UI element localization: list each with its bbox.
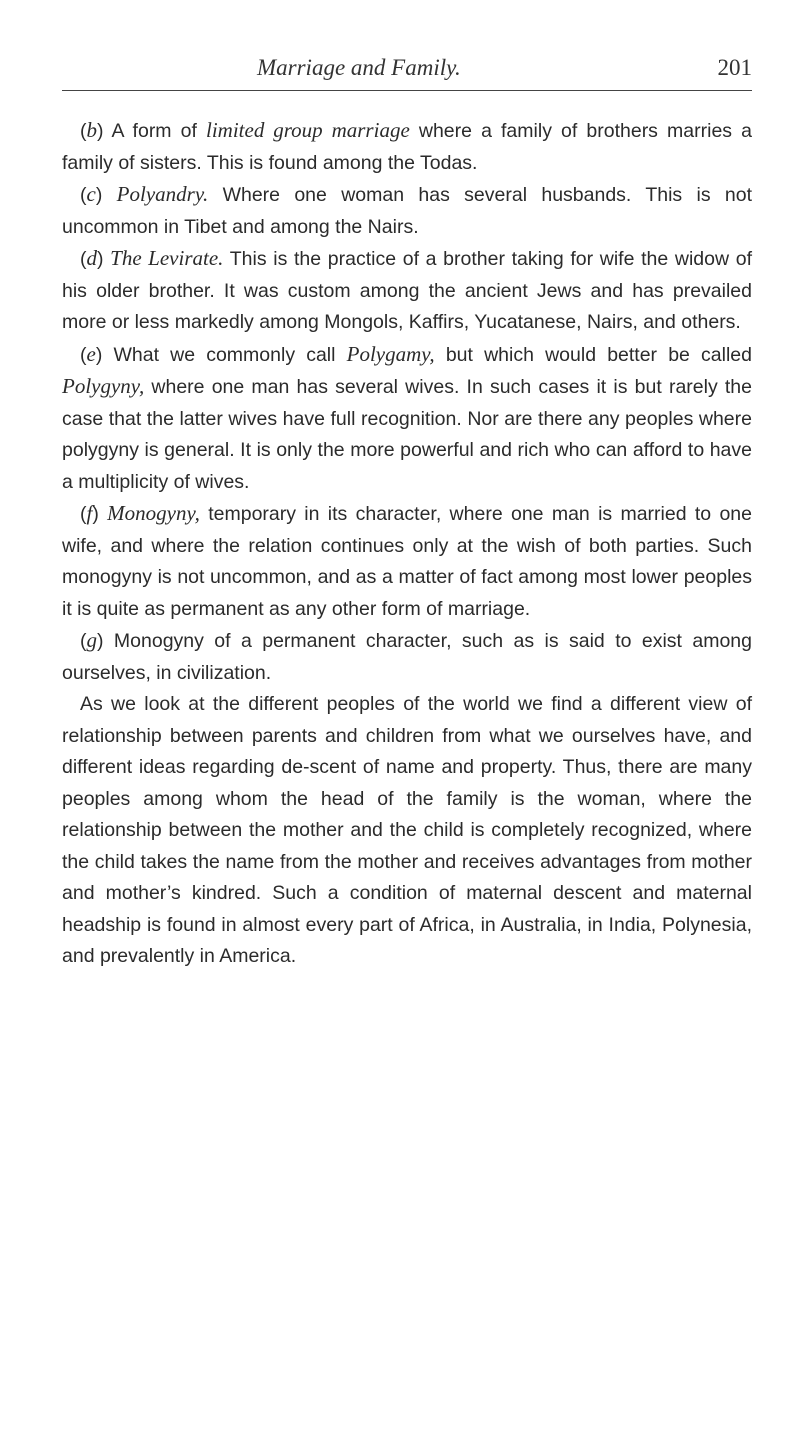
paragraph-g (62, 625, 752, 689)
header-rule (62, 90, 752, 91)
running-head (62, 55, 752, 89)
paren-close: ) (95, 184, 103, 206)
paren-close: ) (95, 343, 103, 366)
paren-close: ) (92, 503, 99, 525)
paragraph-text: This is the practice of a brother taking for wife the widow of his older brother. It was custom among the ancient Jews and has prevailed more or less markedly among Mongols, Kaffirs, Yucatanese, Nairs, and others. (62, 248, 753, 333)
paragraph-e (62, 339, 752, 499)
term-limited-group-marriage: limited group marriage (206, 118, 410, 142)
paren-open: ( (80, 120, 87, 142)
term-monogyny: Monogyny, (107, 501, 200, 525)
running-title: Marriage and Family. (257, 55, 461, 80)
item-letter-e: e (86, 341, 96, 366)
paragraph-lead: What we commonly call (102, 343, 347, 366)
paren-open: ( (80, 343, 87, 366)
paragraph-c (62, 179, 752, 243)
item-letter-g: g (86, 628, 97, 652)
paren-open: ( (80, 248, 87, 270)
paragraph-lead (102, 184, 116, 206)
paragraph-text: where a family of brothers marries a family of sisters. This is found among the Todas. (62, 120, 752, 174)
paragraph-lead (99, 503, 107, 525)
paragraph-lead: A form of (103, 120, 207, 142)
paragraph-f (62, 498, 752, 625)
item-letter-f: f (86, 501, 93, 525)
item-letter-c: c (86, 182, 96, 206)
paren-close: ) (97, 248, 104, 270)
term-polygyny: Polygyny, (62, 374, 145, 398)
paren-open: ( (80, 503, 87, 525)
paragraph-d (62, 243, 752, 339)
paren-close: ) (97, 630, 104, 652)
item-letter-b: b (86, 118, 97, 142)
item-letter-d: d (86, 246, 97, 270)
paragraph-mid: but which would better be called (434, 343, 752, 366)
term-levirate: The Levirate. (110, 246, 224, 270)
term-polygamy: Polygamy, (346, 341, 435, 366)
paragraph-text: where one man has several wives. In such cases it is but rarely the case that the latter wives have full recognition. Nor are there any peoples where polygyny is general. It is only the more powerful and rich who can afford to have a multiplicity of wives. (62, 376, 752, 493)
paragraph-b (62, 115, 752, 179)
paren-open: ( (80, 630, 87, 652)
term-polyandry: Polyandry. (116, 182, 209, 206)
page-number: 201 (717, 55, 752, 80)
paragraph-text: temporary in its character, where one man is married to one wife, and where the relation continues only at the wish of both parties. Such monogyny is not uncommon, and as a matter of fact among most lower peoples it is quite as permanent as any other form of marriage. (62, 503, 752, 620)
body-text (62, 115, 752, 973)
paragraph-text: Monogyny of a permanent character, such as is said to exist among ourselves, in civilization. (62, 630, 752, 684)
paragraph-text: Where one woman has several husbands. This is not uncommon in Tibet and among the Nairs. (62, 184, 753, 238)
paren-close: ) (97, 120, 104, 142)
paragraph-descent: As we look at the different peoples of the world we find a different view of relationship between parents and children from what we ourselves have, and different ideas regarding de-scent of name and property. Thus, there are many peoples among whom the head of the family is the woman, where the relationship between the mother and the child is completely recognized, where the child takes the name from the mother and receives advantages from mother and mother’s kindred. Such a condition of maternal descent and maternal headship is found in almost every part of Africa, in Australia, in India, Polynesia, and prevalently in America. (62, 693, 752, 967)
paren-open: ( (80, 184, 87, 206)
